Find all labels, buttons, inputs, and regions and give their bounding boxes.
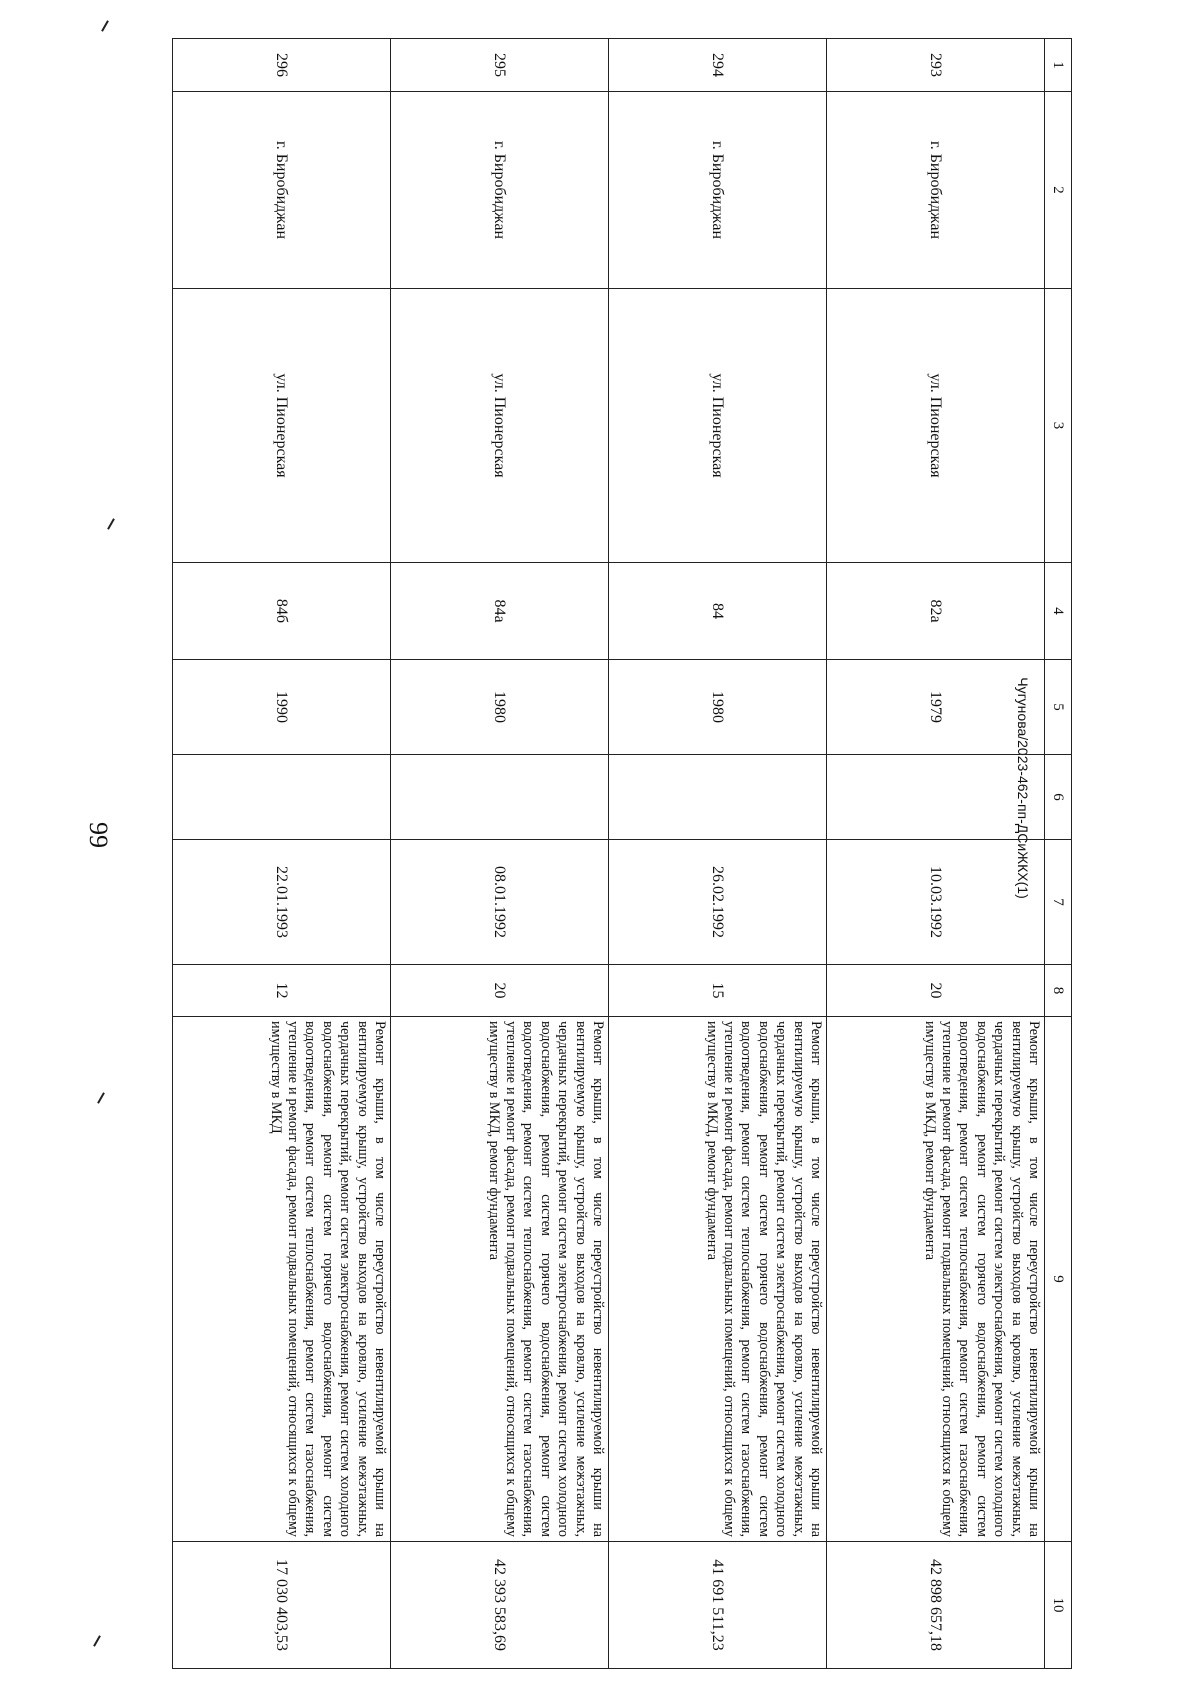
page-number: 99	[84, 822, 113, 848]
date-cell: 10.03.1992	[827, 840, 1045, 965]
column-header: 1	[1045, 39, 1072, 92]
works-description: Ремонт крыши, в том числе переустройство невентилируемой крыши на вентилируемую крышу, устройство выходов на кровлю, усиление межэтажных, чердачных перекрытий, ремонт систем электроснабжения, ремонт систем холодного водоснабжения, ремонт систем горячего водоснабжения, ремонт систем водоотведения, ремонт систем теплоснабжения, ремонт систем газоснабжения, утепление и ремонт фасада, ремонт подвальных помещений, относящихся к общему имуществу в МКД, ремонт фундамента	[391, 1017, 609, 1542]
city-cell: г. Биробиджан	[391, 92, 609, 289]
count-cell: 12	[173, 965, 391, 1017]
date-cell: 22.01.1993	[173, 840, 391, 965]
rotated-table-container	[172, 38, 1072, 1668]
works-description: Ремонт крыши, в том числе переустройство невентилируемой крыши на вентилируемую крышу, устройство выходов на кровлю, усиление межэтажных, чердачных перекрытий, ремонт систем электроснабжения, ремонт систем холодного водоснабжения, ремонт систем горячего водоснабжения, ремонт систем водоотведения, ремонт систем теплоснабжения, ремонт систем газоснабжения, утепление и ремонт фасада, ремонт подвальных помещений, относящихся к общему имуществу в МКД, ремонт фундамента	[827, 1017, 1045, 1542]
street-cell: ул. Пионерская	[173, 289, 391, 563]
table-row	[609, 39, 827, 1669]
year-cell: 1980	[609, 660, 827, 755]
count-cell: 20	[391, 965, 609, 1017]
row-number: 295	[391, 39, 609, 92]
column-header: 2	[1045, 92, 1072, 289]
table-row	[173, 39, 391, 1669]
document-code: Чугунова/2023-462-пп-ДСиЖКХ(1)	[1015, 677, 1031, 899]
year-cell: 1990	[173, 660, 391, 755]
street-cell: ул. Пионерская	[827, 289, 1045, 563]
city-cell: г. Биробиджан	[609, 92, 827, 289]
count-cell: 20	[827, 965, 1045, 1017]
column-header: 3	[1045, 289, 1072, 563]
column-header: 6	[1045, 755, 1072, 840]
year-cell: 1979	[827, 660, 1045, 755]
date-cell: 26.02.1992	[609, 840, 827, 965]
repair-program-table	[172, 38, 1072, 1669]
amount-cell: 41 691 511,23	[609, 1542, 827, 1669]
scan-mark	[97, 1092, 105, 1103]
house-cell: 82а	[827, 563, 1045, 660]
column-header: 8	[1045, 965, 1072, 1017]
empty-cell	[173, 755, 391, 840]
empty-cell	[391, 755, 609, 840]
scan-mark	[107, 518, 115, 529]
year-cell: 1980	[391, 660, 609, 755]
column-header: 7	[1045, 840, 1072, 965]
column-header: 4	[1045, 563, 1072, 660]
table-row	[391, 39, 609, 1669]
empty-cell	[609, 755, 827, 840]
row-number: 296	[173, 39, 391, 92]
amount-cell: 17 030 403,53	[173, 1542, 391, 1669]
street-cell: ул. Пионерская	[391, 289, 609, 563]
date-cell: 08.01.1992	[391, 840, 609, 965]
works-description: Ремонт крыши, в том числе переустройство невентилируемой крыши на вентилируемую крышу, устройство выходов на кровлю, усиление межэтажных, чердачных перекрытий, ремонт систем электроснабжения, ремонт систем холодного водоснабжения, ремонт систем горячего водоснабжения, ремонт систем водоотведения, ремонт систем теплоснабжения, ремонт систем газоснабжения, утепление и ремонт фасада, ремонт подвальных помещений, относящихся к общему имуществу в МКД	[173, 1017, 391, 1542]
empty-cell	[827, 755, 1045, 840]
table-row	[827, 39, 1045, 1669]
column-header: 9	[1045, 1017, 1072, 1542]
house-cell: 84	[609, 563, 827, 660]
amount-cell: 42 393 583,69	[391, 1542, 609, 1669]
column-header: 5	[1045, 660, 1072, 755]
works-description: Ремонт крыши, в том числе переустройство невентилируемой крыши на вентилируемую крышу, устройство выходов на кровлю, усиление межэтажных, чердачных перекрытий, ремонт систем электроснабжения, ремонт систем холодного водоснабжения, ремонт систем горячего водоснабжения, ремонт систем водоотведения, ремонт систем теплоснабжения, ремонт систем газоснабжения, утепление и ремонт фасада, ремонт подвальных помещений, относящихся к общему имуществу в МКД, ремонт фундамента	[609, 1017, 827, 1542]
city-cell: г. Биробиджан	[173, 92, 391, 289]
house-cell: 84а	[391, 563, 609, 660]
column-header: 10	[1045, 1542, 1072, 1669]
city-cell: г. Биробиджан	[827, 92, 1045, 289]
row-number: 294	[609, 39, 827, 92]
scan-mark	[93, 1635, 101, 1646]
header-row	[1045, 39, 1072, 1669]
house-cell: 84б	[173, 563, 391, 660]
scan-mark	[101, 20, 109, 31]
amount-cell: 42 898 657,18	[827, 1542, 1045, 1669]
row-number: 293	[827, 39, 1045, 92]
count-cell: 15	[609, 965, 827, 1017]
street-cell: ул. Пионерская	[609, 289, 827, 563]
